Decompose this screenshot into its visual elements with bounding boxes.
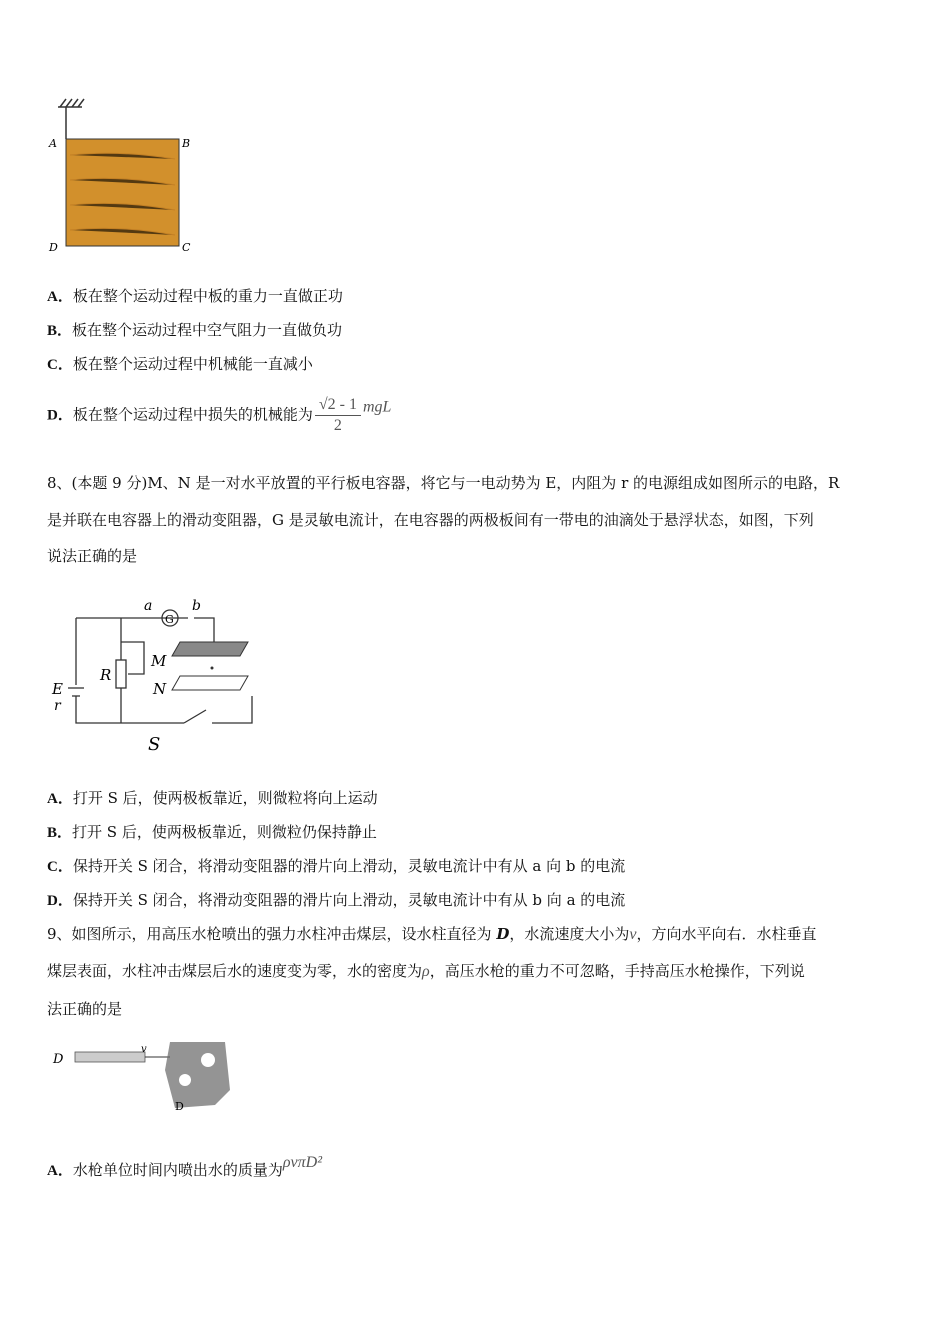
svg-text:D: D [49,241,58,254]
q8-option-a: A．打开 S 后，使两极板靠近，则微粒将向上运动 [47,789,378,807]
svg-text:G: G [165,613,174,626]
svg-text:D: D [53,1052,64,1067]
fraction: $\frac{√2 - 1}{2}$ [315,395,361,436]
svg-text:M: M [151,652,167,670]
q7-option-c: C．板在整个运动过程中机械能一直减小 [47,355,313,373]
q8-line-2: 是并联在电容器上的滑动变阻器，G 是灵敏电流计，在电容器的两极板间有一带电的油滴处于悬浮状态，如图，下列 [47,511,814,529]
svg-text:r: r [54,698,61,714]
q8-line-3: 说法正确的是 [47,547,138,565]
q7-option-b: B．板在整个运动过程中空气阻力一直做负功 [47,321,343,339]
q7-option-a: A．板在整个运动过程中板的重力一直做正功 [47,287,343,305]
q8-option-d: D．保持开关 S 闭合，将滑动变阻器的滑片向上滑动，灵敏电流计中有从 b 向 a 的电流 [47,891,626,909]
q9-line-2: 煤层表面，水柱冲击煤层后水的速度变为零，水的密度为ρ，高压水枪的重力不可忽略，手持高压水枪操作，下列说 [47,962,805,980]
svg-text:v: v [141,1044,147,1055]
svg-text:E: E [52,680,63,698]
svg-text:R: R [100,666,112,684]
svg-text:a: a [144,598,153,614]
svg-text:S: S [148,734,161,755]
q8-option-c: C．保持开关 S 闭合，将滑动变阻器的滑片向上滑动，灵敏电流计中有从 a 向 b 的电流 [47,857,626,875]
water-jet-figure [45,1030,245,1115]
svg-text:N: N [153,680,167,698]
q9-option-a: A．水枪单位时间内喷出水的质量为ρvπD² [47,1154,323,1179]
svg-text:C: C [182,241,191,254]
svg-text:A: A [49,137,57,150]
q9-line-3: 法正确的是 [47,1000,123,1018]
q7-option-d: D．板在整个运动过程中损失的机械能为 $\frac{√2 - 1}{2}$ mgL [47,396,392,434]
q8-option-b: B．打开 S 后，使两极板靠近，则微粒仍保持静止 [47,823,377,841]
svg-text:B: B [182,137,191,150]
hanging-board-figure [40,95,200,265]
q8-line-1: 8、(本题 9 分)M、N 是一对水平放置的平行板电容器，将它与一电动势为 E，内阻为 r 的电源组成如图所示的电路，R [47,474,840,492]
svg-text:D: D [175,1100,184,1113]
circuit-figure [40,590,270,760]
svg-text:b: b [192,598,201,614]
q9-line-1: 9、如图所示，用高压水枪喷出的强力水柱冲击煤层，设水柱直径为 D，水流速度大小为v，方向水平向右．水柱垂直 [47,925,817,943]
